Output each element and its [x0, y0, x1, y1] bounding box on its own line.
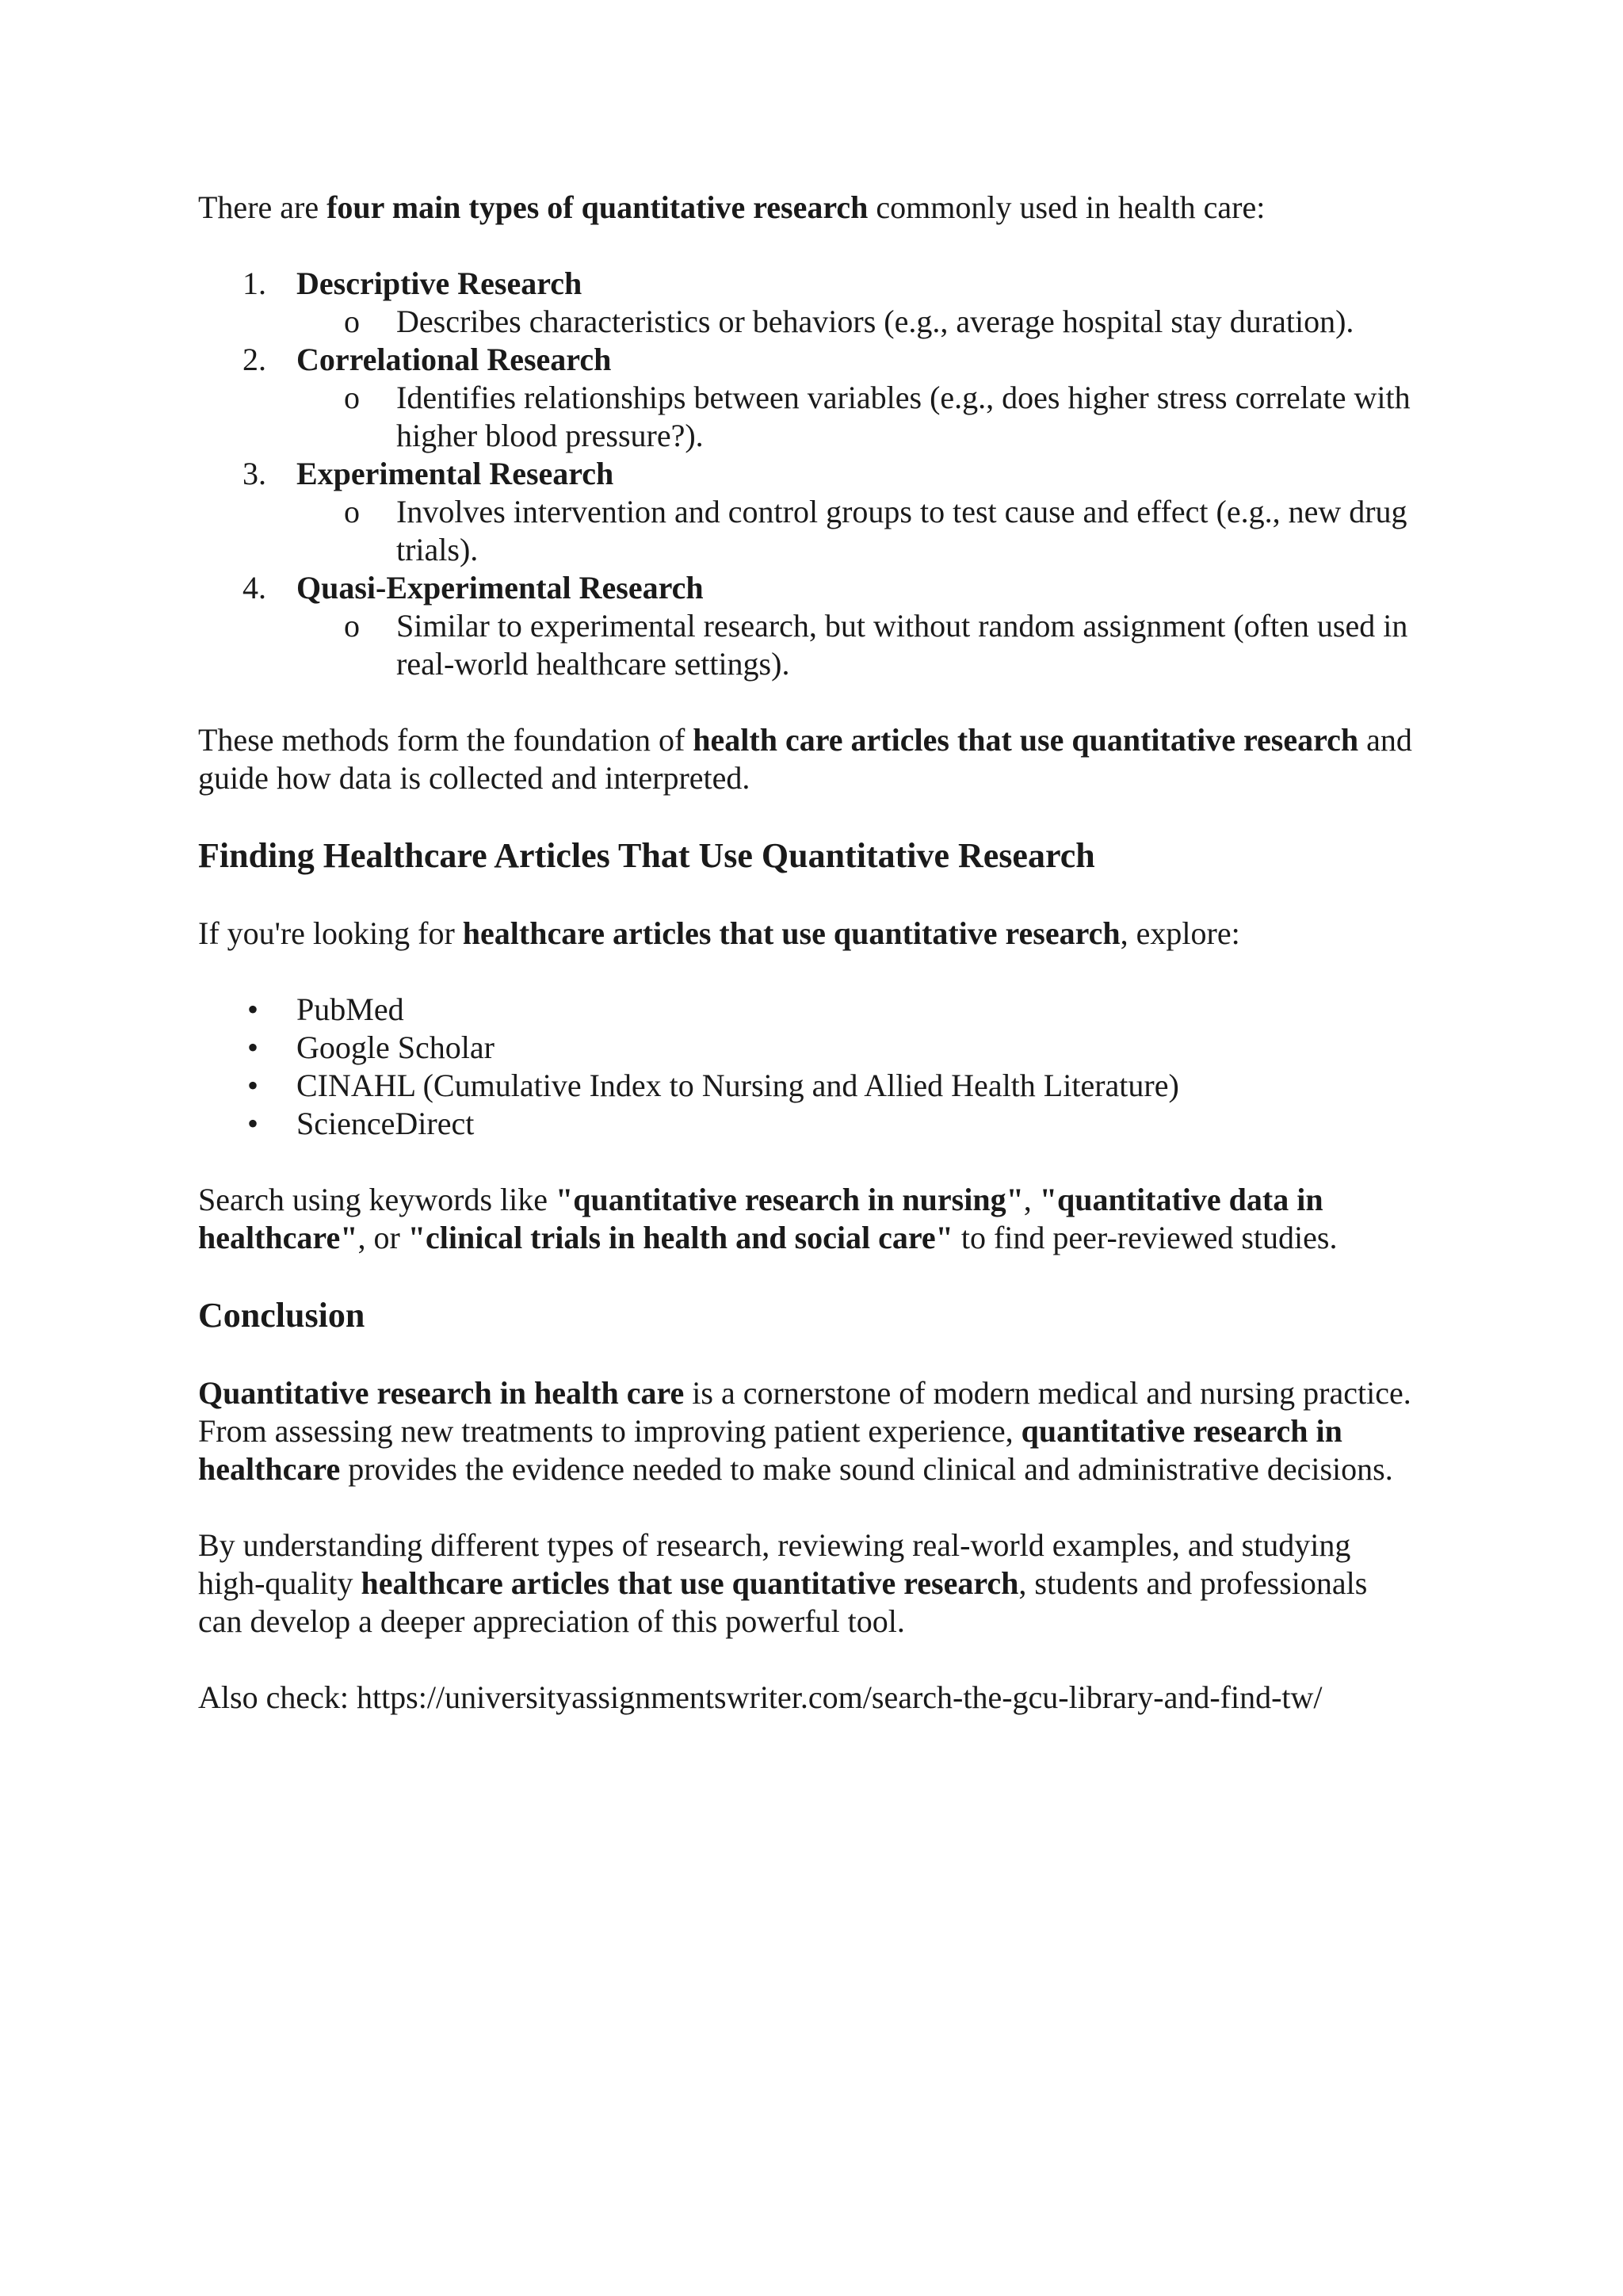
research-type-description: o Describes characteristics or behaviors (e.g., average hospital stay duration). [344, 304, 1354, 339]
intro-paragraph: There are four main types of quantitative research commonly used in health care: [198, 189, 1266, 225]
list-number: 2. [242, 342, 266, 377]
list-number: 1. [242, 266, 266, 301]
bullet-icon: • [247, 1106, 259, 1141]
list-item: • Google Scholar [247, 1030, 495, 1065]
bullet-icon: • [247, 1030, 259, 1065]
sources-list [198, 991, 1417, 1143]
research-type-description: o Identifies relationships between variables (e.g., does higher stress correlate with higher blood pressure?). [344, 380, 1411, 453]
foundation-paragraph: These methods form the foundation of health care articles that use quantitative research and guide how data is collected and interpreted. [198, 722, 1412, 796]
also-check-line: Also check: https://universityassignmentswriter.com/search-the-gcu-library-and-find-tw/ [198, 1679, 1323, 1715]
research-type-title: Experimental Research [296, 456, 614, 491]
intro-emphasis: four main types of quantitative research [327, 189, 869, 225]
list-item [198, 341, 1417, 455]
finding-intro-paragraph: If you're looking for healthcare articles that use quantitative research, explore: [198, 915, 1240, 951]
list-number: 4. [242, 570, 266, 606]
list-number: 3. [242, 456, 266, 491]
finding-articles-heading: Finding Healthcare Articles That Use Quantitative Research [198, 836, 1095, 875]
research-type-title: Descriptive Research [296, 266, 582, 301]
also-check-link[interactable]: https://universityassignmentswriter.com/search-the-gcu-library-and-find-tw/ [356, 1679, 1323, 1715]
list-item: • CINAHL (Cumulative Index to Nursing and Allied Health Literature) [247, 1068, 1179, 1103]
circle-bullet-icon: o [344, 608, 360, 644]
research-type-description: o Involves intervention and control groups to test cause and effect (e.g., new drug trials). [344, 494, 1407, 567]
circle-bullet-icon: o [344, 380, 360, 415]
circle-bullet-icon: o [344, 304, 360, 339]
bullet-icon: • [247, 991, 259, 1027]
research-types-list [198, 265, 1417, 683]
search-keywords-paragraph: Search using keywords like "quantitative research in nursing", "quantitative data in healthcare", or "clinical trials in health and social care" to find peer-reviewed studies. [198, 1182, 1338, 1255]
bullet-icon: • [247, 1068, 259, 1103]
conclusion-heading: Conclusion [198, 1296, 365, 1335]
list-item [198, 265, 1417, 341]
list-item: • ScienceDirect [247, 1106, 475, 1141]
research-type-title: Correlational Research [296, 342, 612, 377]
circle-bullet-icon: o [344, 494, 360, 529]
list-item: • PubMed [247, 991, 404, 1027]
research-type-title: Quasi-Experimental Research [296, 570, 704, 606]
conclusion-paragraph-2: By understanding different types of research, reviewing real-world examples, and studying high-quality healthcare articles that use quantitative research, students and professionals can develop a deeper appreciation of this powerful tool. [198, 1527, 1368, 1639]
conclusion-paragraph-1: Quantitative research in health care is a cornerstone of modern medical and nursing practice. From assessing new treatments to improving patient experience, quantitative research in healthcare provides the evidence needed to make sound clinical and administrative decisions. [198, 1375, 1411, 1487]
list-item [198, 455, 1417, 569]
list-item [198, 569, 1417, 683]
research-type-description: o Similar to experimental research, but without random assignment (often used in real-world healthcare settings). [344, 608, 1408, 682]
